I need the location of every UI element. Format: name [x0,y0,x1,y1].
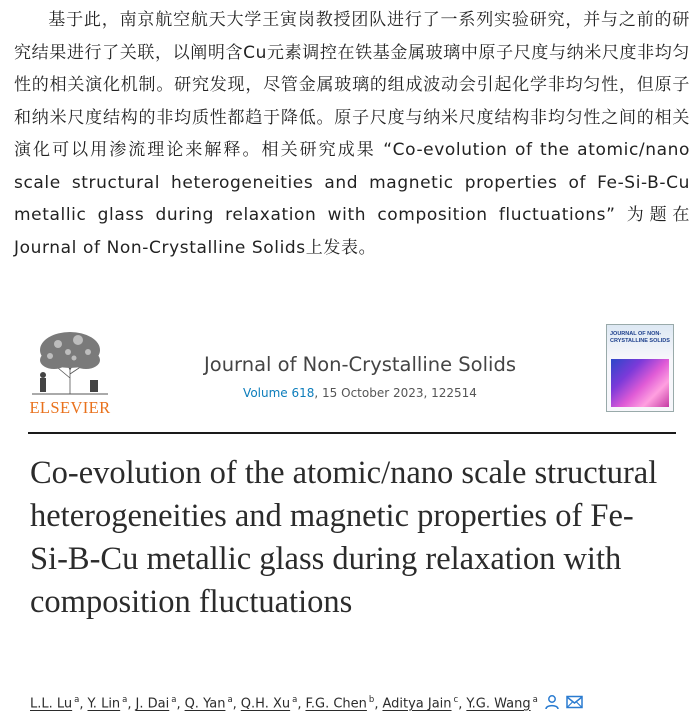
cover-title: JOURNAL OF NON-CRYSTALLINE SOLIDS [610,331,670,344]
author-item [185,695,241,711]
affiliation-marker[interactable]: a [532,695,538,706]
cover-artwork [611,359,669,407]
author-item [305,695,382,711]
author-separator: , [374,696,379,712]
header-divider [28,432,676,434]
article-title: Co-evolution of the atomic/nano scale structural heterogeneities and magnetic properties of Fe-Si-B-Cu metallic glass during relaxation with composition fluctuations [30,455,658,620]
author-item [466,695,537,711]
issue-details: , 15 October 2023, 122514 [314,386,477,400]
publisher-name: ELSEVIER [29,398,111,417]
author-item [241,695,306,711]
author-name-link[interactable]: L.L. Lu [30,696,73,712]
affiliation-marker[interactable]: a [227,695,233,706]
article-header-card [0,318,700,722]
affiliation-marker[interactable]: c [453,695,459,706]
author-separator: , [297,696,302,712]
affiliation-marker[interactable]: a [292,695,298,706]
elsevier-logo[interactable] [28,326,112,418]
author-separator: , [176,696,181,712]
author-item [382,695,466,711]
journal-issue-info [160,386,560,400]
author-name-link[interactable]: Q.H. Xu [240,696,291,712]
article-summary-paragraph [14,4,690,264]
author-name-link[interactable]: Aditya Jain [382,696,452,712]
volume-link[interactable]: Volume 618 [243,386,315,400]
author-list [30,694,690,714]
email-icon[interactable] [566,695,583,713]
author-item [88,695,136,711]
affiliation-marker[interactable]: a [122,695,128,706]
author-item [136,695,185,711]
summary-text: 基于此，南京航空航天大学王寅岗教授团队进行了一系列实验研究，并与之前的研究结果进行了关联，以阐明含Cu元素调控在铁基金属玻璃中原子尺度与纳米尺度非均匀性的相关演化机制。研究发现，尽管金属玻璃的组成波动会引起化学非均匀性，但原子和纳米尺度结构的非均质性都趋于降低。原子尺度与纳米尺度结构非均匀性之间的相关演化可以用渗流理论来解释。相关研究成果 “Co-evolution of the atomic/nano scale structural heterogeneities and magnetic properties of Fe-Si-B-Cu metallic glass during relaxation with composition fluctuations” 为题在Journal of Non-Crystalline Solids上发表。 [14,10,690,258]
author-name-link[interactable]: Y.G. Wang [466,696,531,712]
author-name-link[interactable]: F.G. Chen [305,696,367,712]
author-separator: , [458,696,463,712]
author-name-link[interactable]: J. Dai [135,696,170,712]
journal-title[interactable]: Journal of Non-Crystalline Solids [204,353,516,376]
author-separator: , [232,696,237,712]
affiliation-marker[interactable]: a [74,695,80,706]
author-separator: , [79,696,84,712]
person-icon[interactable] [544,694,560,714]
author-separator: , [127,696,132,712]
elsevier-tree-icon [28,326,112,398]
author-name-link[interactable]: Y. Lin [87,696,121,712]
journal-cover-thumbnail[interactable] [606,324,674,412]
affiliation-marker[interactable]: a [171,695,177,706]
affiliation-marker[interactable]: b [368,695,375,706]
author-item [30,695,88,711]
author-name-link[interactable]: Q. Yan [184,696,226,712]
